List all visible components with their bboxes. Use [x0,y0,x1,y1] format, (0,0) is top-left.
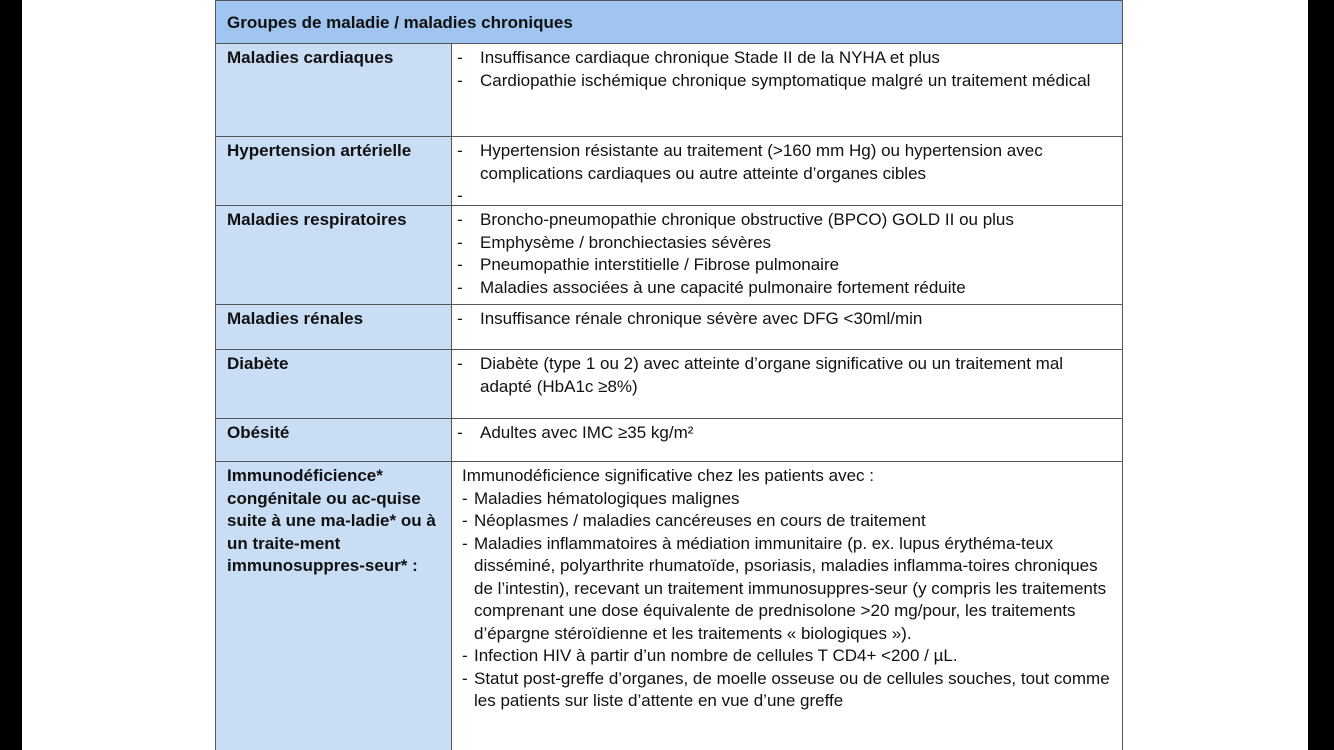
list-item: - Diabète (type 1 ou 2) avec atteinte d’organe significative ou un traitement mal adapté (HbA1c ≥8%) [457,354,1064,396]
chronic-disease-table [215,0,1123,750]
row-label: Diabète [216,350,452,418]
row-content [452,44,1122,136]
row-content [452,462,1122,750]
table-row-hypertension [216,137,1122,206]
list-item: - Pneumopathie interstitielle / Fibrose pulmonaire [457,255,840,274]
row-label: Maladies rénales [216,305,452,349]
row-label: Maladies respiratoires [216,206,452,304]
list-item: - Maladies hématologiques malignes [462,488,740,508]
list-item: - Insuffisance rénale chronique sévère avec DFG <30ml/min [457,309,923,328]
row-content [452,305,1122,349]
list-item: - Insuffisance cardiaque chronique Stade II de la NYHA et plus [457,48,940,67]
table-header: Groupes de maladie / maladies chroniques [216,0,1122,44]
row-content [452,137,1122,205]
row-label: Hypertension artérielle [216,137,452,205]
list-item: - Maladies inflammatoires à médiation immunitaire (p. ex. lupus érythéma-teux disséminé, polyarthrite rhumatoïde, psoriasis, maladies inflamma-toires chroniques de l’intestin), recevant un traitement immunosuppres-seur (y compris les traitements comprenant une dose équivalente de prednisolone >20 mg/pour, les traitements d’épargne stéroïdienne et les traitements « biologiques »). [462,533,1107,643]
list-item: - Maladies associées à une capacité pulmonaire fortement réduite [457,277,966,297]
table-row-cardiac [216,44,1122,137]
table-row-respiratory [216,206,1122,305]
list-item: - Statut post-greffe d’organes, de moelle osseuse ou de cellules souches, tout comme les patients sur liste d’attente en vue d’une greffe [462,668,1110,710]
list-item: - Emphysème / bronchiectasies sévères [457,232,772,252]
row-label: Immunodéficience* congénitale ou ac-quise suite à une ma-ladie* ou à un traite-ment immunosuppres-seur* : [216,462,452,750]
list-item: - Hypertension résistante au traitement (>160 mm Hg) ou hypertension avec complications cardiaques ou autre atteinte d’organes cibles [457,141,1043,183]
list-item: - [457,186,463,205]
list-item: - Infection HIV à partir d’un nombre de cellules T CD4+ <200 / µL. [462,646,958,665]
row-label: Obésité [216,419,452,461]
document-page [22,0,1308,750]
intro-text: Immunodéficience significative chez les patients avec : [462,466,874,485]
row-content [452,419,1122,461]
row-content [452,206,1122,304]
list-item: - Néoplasmes / maladies cancéreuses en cours de traitement [462,511,926,530]
list-item: - Cardiopathie ischémique chronique symptomatique malgré un traitement médical [457,70,1091,90]
table-row-obesity [216,419,1122,462]
list-item: - Adultes avec IMC ≥35 kg/m² [457,423,694,442]
table-row-immunodeficiency [216,462,1122,750]
table-row-diabetes [216,350,1122,419]
row-content [452,350,1122,418]
row-label: Maladies cardiaques [216,44,452,136]
list-item: - Broncho-pneumopathie chronique obstructive (BPCO) GOLD II ou plus [457,210,1014,229]
table-row-renal [216,305,1122,350]
